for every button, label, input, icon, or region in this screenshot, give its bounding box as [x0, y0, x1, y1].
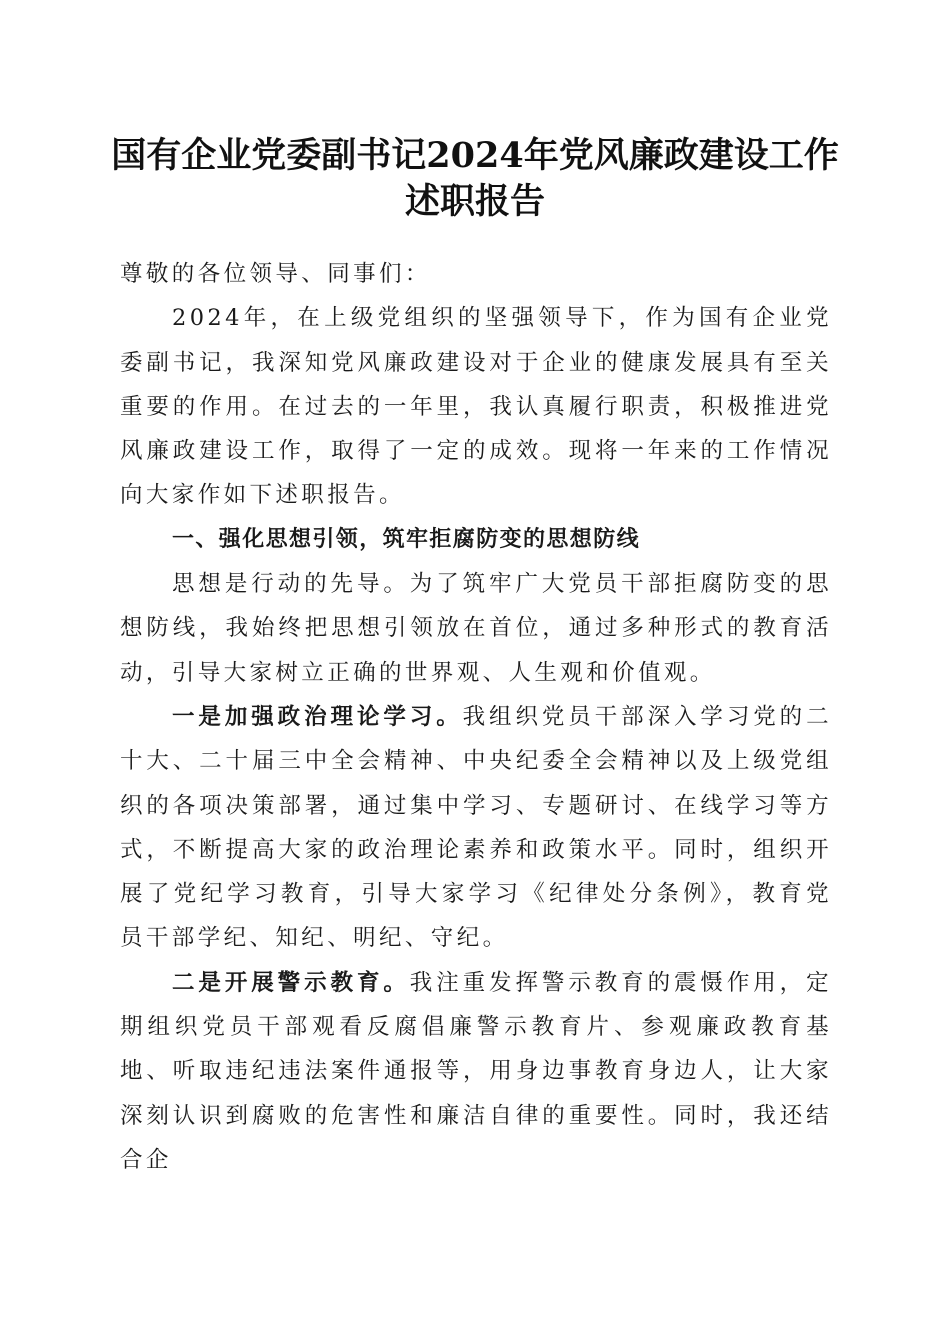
warning-education-text: 我注重发挥警示教育的震慑作用，定期组织党员干部观看反腐倡廉警示教育片、参观廉政教育基地、听取违纪违法案件通报等，用身边事教育身边人，让大家深刻认识到腐败的危害性和廉洁自律的重要性。同时，我还结合企 [120, 969, 833, 1173]
theory-study-paragraph [120, 695, 832, 961]
warning-education-lead: 二是开展警示教育。 [172, 969, 410, 996]
intro-paragraph: 2024年，在上级党组织的坚强领导下，作为国有企业党委副书记，我深知党风廉政建设对于企业的健康发展具有至关重要的作用。在过去的一年里，我认真履行职责，积极推进党风廉政建设工作，取得了一定的成效。现将一年来的工作情况向大家作如下述职报告。 [120, 305, 832, 509]
salutation: 尊敬的各位领导、同事们： [120, 261, 431, 287]
theory-study-text: 我组织党员干部深入学习党的二十大、二十届三中全会精神、中央纪委全会精神以及上级党组织的各项决策部署，通过集中学习、专题研讨、在线学习等方式，不断提高大家的政治理论素养和政策水平。同时，组织开展了党纪学习教育，引导大家学习《纪律处分条例》，教育党员干部学纪、知纪、明纪、守纪。 [120, 703, 832, 952]
document-title: 国有企业党委副书记2024年党风廉政建设工作述职报告 [111, 135, 839, 222]
theory-study-lead: 一是加强政治理论学习。 [172, 703, 463, 730]
section-intro-paragraph: 思想是行动的先导。为了筑牢广大党员干部拒腐防变的思想防线，我始终把思想引领放在首位，通过多种形式的教育活动，引导大家树立正确的世界观、人生观和价值观。 [120, 571, 832, 686]
warning-education-paragraph [120, 961, 832, 1182]
section-heading: 一、强化思想引领，筑牢拒腐防变的思想防线 [172, 526, 641, 552]
document-body [120, 252, 832, 1182]
